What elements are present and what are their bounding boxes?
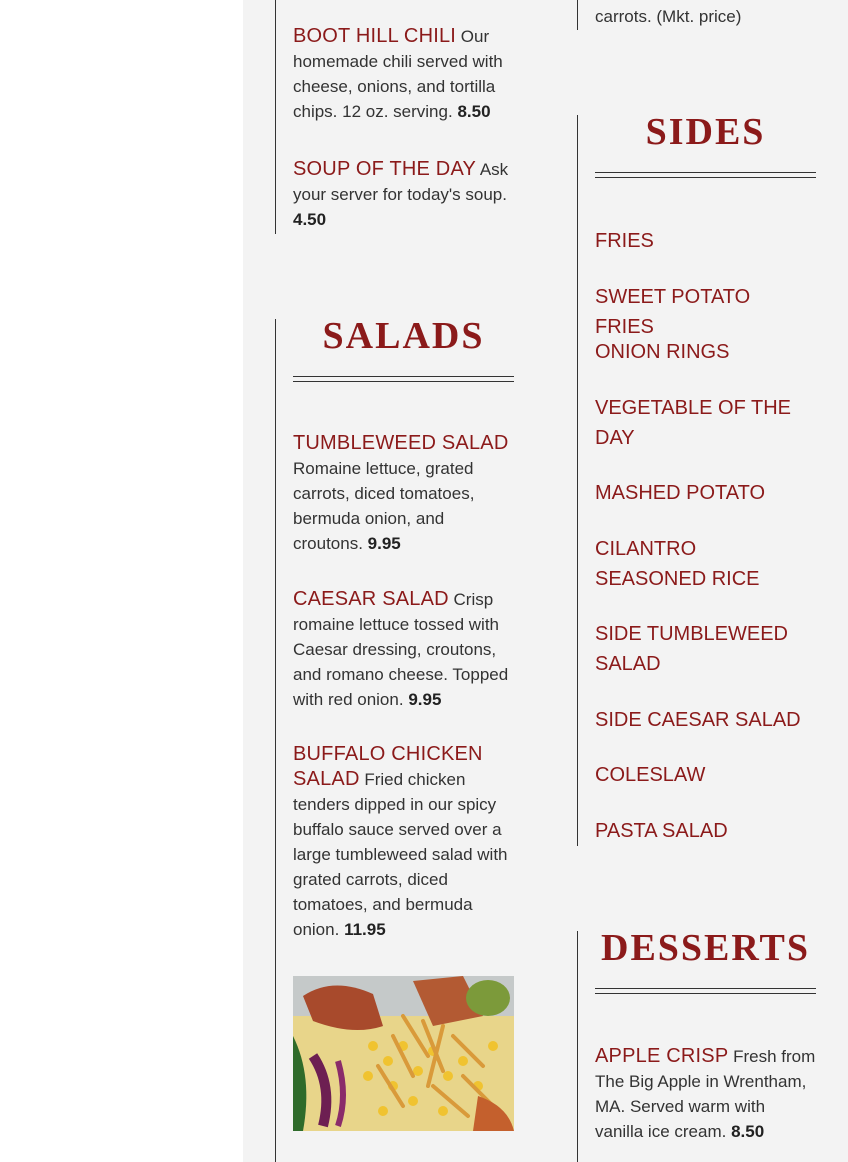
- item-description: Fried chicken tenders dipped in our spicy buffalo sauce served over a large tumbleweed salad with grated carrots, diced tomatoes, and bermuda onion.: [293, 770, 508, 939]
- title-underline: [595, 172, 816, 178]
- side-item: SWEET POTATO FRIES: [595, 286, 751, 338]
- side-item: MASHED POTATO: [595, 482, 766, 504]
- menu-item: [293, 431, 515, 556]
- item-price: 9.95: [367, 534, 401, 553]
- side-item: FRIES: [595, 230, 654, 252]
- divider: [577, 115, 578, 846]
- divider: [577, 931, 578, 1162]
- item-name: APPLE CRISP: [595, 1045, 729, 1067]
- item-name: BOOT HILL CHILI: [293, 25, 457, 47]
- item-name: CAESAR SALAD: [293, 588, 449, 610]
- menu-item: [293, 24, 515, 124]
- menu-item: [293, 157, 515, 232]
- menu-item: [293, 587, 515, 712]
- menu-item-fragment: carrots. (Mkt. price): [595, 7, 742, 26]
- item-name: TUMBLEWEED SALAD: [293, 432, 509, 454]
- title-underline: [595, 988, 816, 994]
- item-price: 9.95: [408, 690, 442, 709]
- item-price: 11.95: [344, 920, 386, 939]
- item-price: 8.50: [731, 1122, 765, 1141]
- side-item: COLESLAW: [595, 764, 706, 786]
- menu-item: [595, 1044, 817, 1144]
- item-description: Romaine lettuce, grated carrots, diced tomatoes, bermuda onion, and croutons.: [293, 459, 475, 553]
- salad-photo: [293, 976, 514, 1131]
- item-description: Fresh from The Big Apple in Wrentham, MA. Served warm with vanilla ice cream.: [595, 1047, 816, 1141]
- section-title-salads: SALADS: [322, 315, 485, 357]
- title-underline: [293, 376, 514, 382]
- divider: [577, 0, 578, 30]
- side-item: PASTA SALAD: [595, 820, 728, 842]
- side-item: SIDE TUMBLEWEED SALAD: [595, 623, 788, 675]
- side-item: ONION RINGS: [595, 341, 730, 363]
- divider: [275, 0, 276, 234]
- section-title-sides: SIDES: [645, 111, 766, 153]
- side-item: CILANTRO SEASONED RICE: [595, 538, 760, 590]
- item-name: SOUP OF THE DAY: [293, 158, 477, 180]
- menu-item: [293, 742, 515, 942]
- side-item: SIDE CAESAR SALAD: [595, 709, 801, 731]
- item-price: 4.50: [293, 210, 327, 229]
- section-title-desserts: DESSERTS: [601, 927, 810, 969]
- item-name: BUFFALO CHICKEN SALAD: [293, 743, 483, 790]
- item-description: Ask your server for today's soup.: [293, 160, 509, 204]
- divider: [275, 319, 276, 1162]
- item-price: 8.50: [457, 102, 491, 121]
- item-description: Our homemade chili served with cheese, onions, and tortilla chips. 12 oz. serving.: [293, 27, 503, 121]
- left-margin: [0, 0, 243, 1162]
- side-item: VEGETABLE OF THE DAY: [595, 397, 791, 449]
- item-description: Crisp romaine lettuce tossed with Caesar dressing, croutons, and romano cheese. Topped with red onion.: [293, 590, 509, 709]
